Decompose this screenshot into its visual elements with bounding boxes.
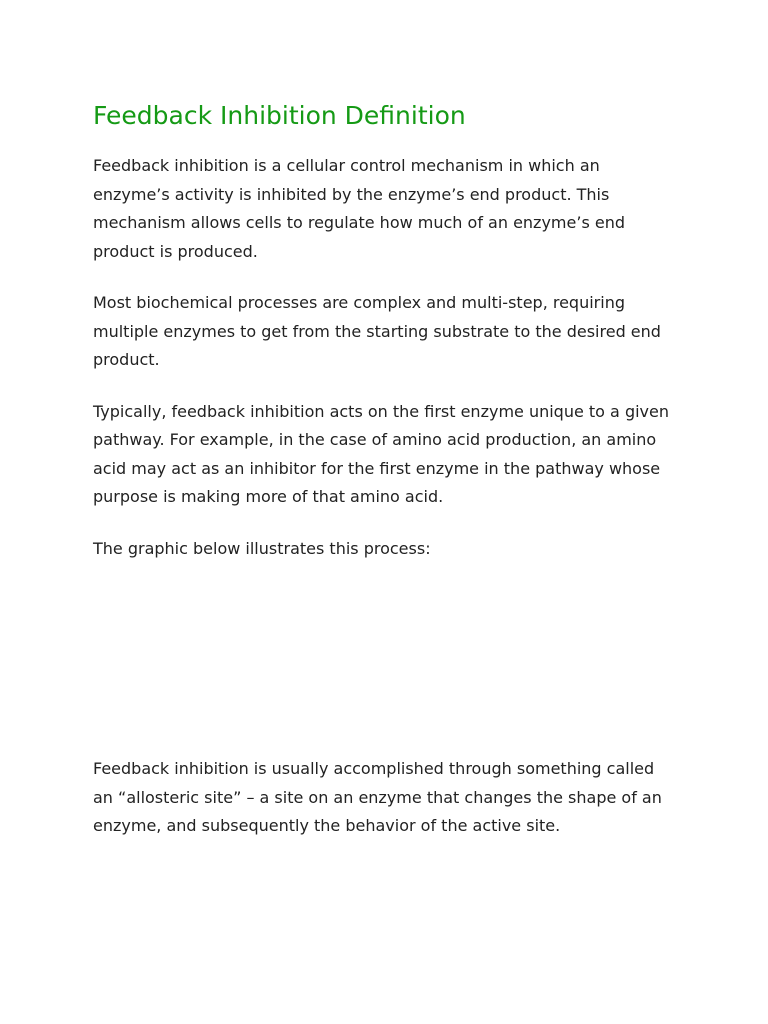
- paragraph-graphic-intro: The graphic below illustrates this process:: [93, 538, 431, 558]
- document-page: [93, 98, 673, 841]
- graphic-placeholder: [93, 570, 673, 755]
- paragraph-multistep: Most biochemical processes are complex and multi-step, requiring multiple enzymes to get from the starting substrate to the desired end product.: [93, 293, 661, 369]
- paragraph-first-enzyme: Typically, feedback inhibition acts on the first enzyme unique to a given pathway. For example, in the case of amino acid production, an amino acid may act as an inhibitor for the first enzyme in the pathway whose purpose is making more of that amino acid.: [93, 401, 669, 506]
- paragraph-allosteric-site: Feedback inhibition is usually accomplished through something called an “allosteric site” – a site on an enzyme that changes the shape of an enzyme, and subsequently the behavior of the active site.: [93, 759, 662, 835]
- paragraph-definition: Feedback inhibition is a cellular control mechanism in which an enzyme’s activity is inhibited by the enzyme’s end product. This mechanism allows cells to regulate how much of an enzyme’s end product is produced.: [93, 156, 625, 261]
- page-title: Feedback Inhibition Definition: [93, 101, 466, 130]
